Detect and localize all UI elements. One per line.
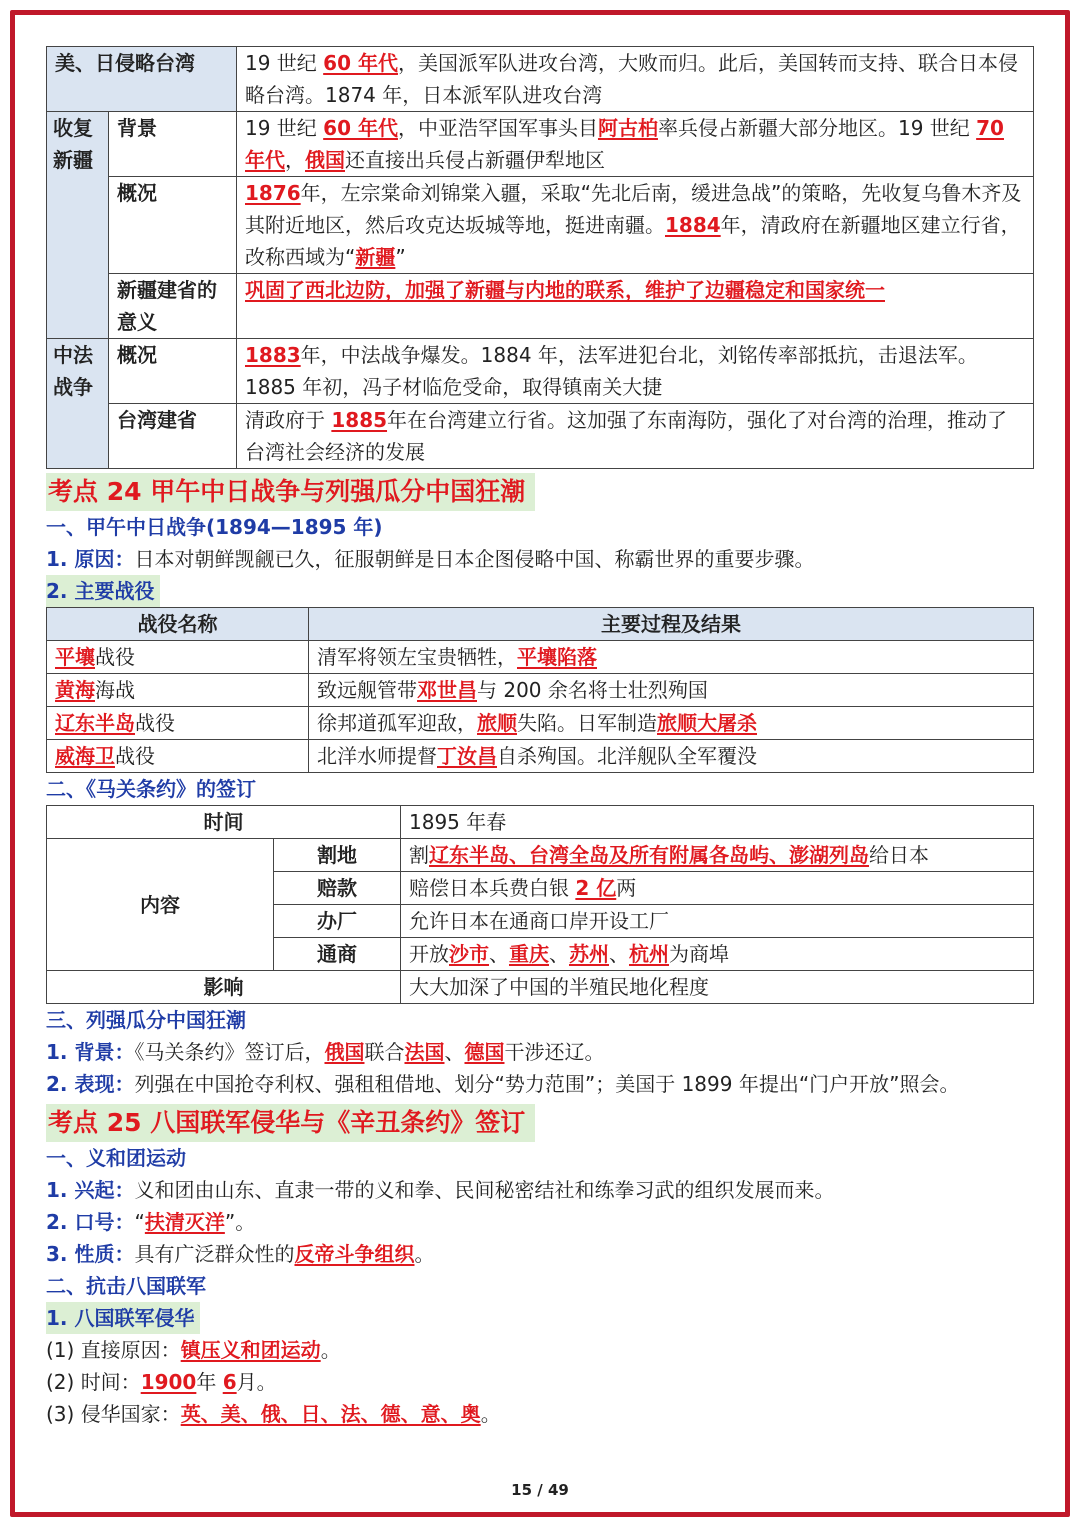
subheading: 一、义和团运动 (46, 1146, 186, 1170)
row-label: 概况 (109, 177, 237, 274)
row-text: 1895 年春 (401, 806, 1034, 839)
table-row (47, 971, 1034, 1004)
row-text: 巩固了西北边防，加强了新疆与内地的联系，维护了边疆稳定和国家统一 (237, 274, 1034, 339)
subheading: 一、甲午中日战争(1894—1895 年) (46, 515, 383, 539)
battle-result: 北洋水师提督丁汝昌自杀殉国。北洋舰队全军覆没 (309, 740, 1034, 773)
battle-name: 威海卫战役 (47, 740, 309, 773)
paragraph: 1. 背景：《马关条约》签订后，俄国联合法国、德国干涉还辽。 (46, 1040, 605, 1064)
battle-result: 致远舰管带邓世昌与 200 余名将士壮烈殉国 (309, 674, 1034, 707)
group-label: 中法战争 (47, 339, 109, 469)
table-row (47, 404, 1034, 469)
row-label: 概况 (109, 339, 237, 404)
subheading: 2. 主要战役 (46, 575, 160, 607)
page-content (46, 46, 1034, 1430)
table-row (47, 839, 1034, 872)
row-text: 割辽东半岛、台湾全岛及所有附属各岛屿、澎湖列岛给日本 (401, 839, 1034, 872)
row-text: 19 世纪 60 年代，美国派军队进攻台湾，大败而归。此后，美国转而支持、联合日本侵略台湾。1874 年，日本派军队进攻台湾 (237, 47, 1034, 112)
row-text: 大大加深了中国的半殖民地化程度 (401, 971, 1034, 1004)
battles-table (46, 607, 1034, 773)
table-row (47, 806, 1034, 839)
group-label: 内容 (47, 839, 274, 971)
paragraph: (2) 时间：1900年 6月。 (46, 1370, 277, 1394)
table-row (47, 274, 1034, 339)
row-label: 办厂 (274, 905, 401, 938)
row-text: 19 世纪 60 年代，中亚浩罕国军事头目阿古柏率兵侵占新疆大部分地区。19 世纪 70 年代，俄国还直接出兵侵占新疆伊犁地区 (237, 112, 1034, 177)
battle-name: 辽东半岛战役 (47, 707, 309, 740)
subheading: 二、抗击八国联军 (46, 1274, 206, 1298)
row-label: 影响 (47, 971, 401, 1004)
paragraph: (1) 直接原因：镇压义和团运动。 (46, 1338, 341, 1362)
subheading: 1. 八国联军侵华 (46, 1302, 200, 1334)
row-text: 开放沙市、重庆、苏州、杭州为商埠 (401, 938, 1034, 971)
table-header-row (47, 608, 1034, 641)
row-text: 1876年，左宗棠命刘锦棠入疆，采取“先北后南，缓进急战”的策略，先收复乌鲁木齐及其附近地区，然后攻克达坂城等地，挺进南疆。1884年，清政府在新疆地区建立行省，改称西域为“新疆” (237, 177, 1034, 274)
subheading: 二、《马关条约》的签订 (46, 777, 256, 801)
row-text: 赔偿日本兵费白银 2 亿两 (401, 872, 1034, 905)
border-crisis-table (46, 46, 1034, 469)
table-row (47, 177, 1034, 274)
page-number: 15 / 49 (511, 1481, 569, 1499)
row-text: 清政府于 1885年在台湾建立行省。这加强了东南海防，强化了对台湾的治理，推动了台湾社会经济的发展 (237, 404, 1034, 469)
row-label: 美、日侵略台湾 (47, 47, 237, 112)
battle-name: 平壤战役 (47, 641, 309, 674)
paragraph: 2. 表现：列强在中国抢夺利权、强租租借地、划分“势力范围”；美国于 1899 年提出“门户开放”照会。 (46, 1072, 960, 1096)
row-label: 台湾建省 (109, 404, 237, 469)
group-label: 收复新疆 (47, 112, 109, 339)
row-text: 允许日本在通商口岸开设工厂 (401, 905, 1034, 938)
row-label: 新疆建省的意义 (109, 274, 237, 339)
row-label: 割地 (274, 839, 401, 872)
battle-result: 徐邦道孤军迎敌，旅顺失陷。日军制造旅顺大屠杀 (309, 707, 1034, 740)
paragraph: (3) 侵华国家：英、美、俄、日、法、德、意、奥。 (46, 1402, 501, 1426)
table-row (47, 740, 1034, 773)
paragraph: 3. 性质：具有广泛群众性的反帝斗争组织。 (46, 1242, 435, 1266)
row-label: 时间 (47, 806, 401, 839)
column-header: 主要过程及结果 (309, 608, 1034, 641)
subheading: 三、列强瓜分中国狂潮 (46, 1008, 246, 1032)
section-title-24: 考点 24 甲午中日战争与列强瓜分中国狂潮 (46, 473, 535, 511)
battle-result: 清军将领左宝贵牺牲，平壤陷落 (309, 641, 1034, 674)
table-row (47, 339, 1034, 404)
column-header: 战役名称 (47, 608, 309, 641)
paragraph: 1. 兴起：义和团由山东、直隶一带的义和拳、民间秘密结社和练拳习武的组织发展而来。 (46, 1178, 835, 1202)
row-label: 背景 (109, 112, 237, 177)
table-row (47, 112, 1034, 177)
battle-name: 黄海海战 (47, 674, 309, 707)
paragraph: 2. 口号：“扶清灭洋”。 (46, 1210, 256, 1234)
table-row (47, 674, 1034, 707)
table-row (47, 47, 1034, 112)
row-text: 1883年，中法战争爆发。1884 年，法军进犯台北，刘铭传率部抵抗，击退法军。1885 年初，冯子材临危受命，取得镇南关大捷 (237, 339, 1034, 404)
section-title-25: 考点 25 八国联军侵华与《辛丑条约》签订 (46, 1104, 535, 1142)
table-row (47, 707, 1034, 740)
row-label: 赔款 (274, 872, 401, 905)
table-row (47, 641, 1034, 674)
treaty-table (46, 805, 1034, 1004)
row-label: 通商 (274, 938, 401, 971)
paragraph: 1. 原因：日本对朝鲜觊觎已久，征服朝鲜是日本企图侵略中国、称霸世界的重要步骤。 (46, 547, 815, 571)
